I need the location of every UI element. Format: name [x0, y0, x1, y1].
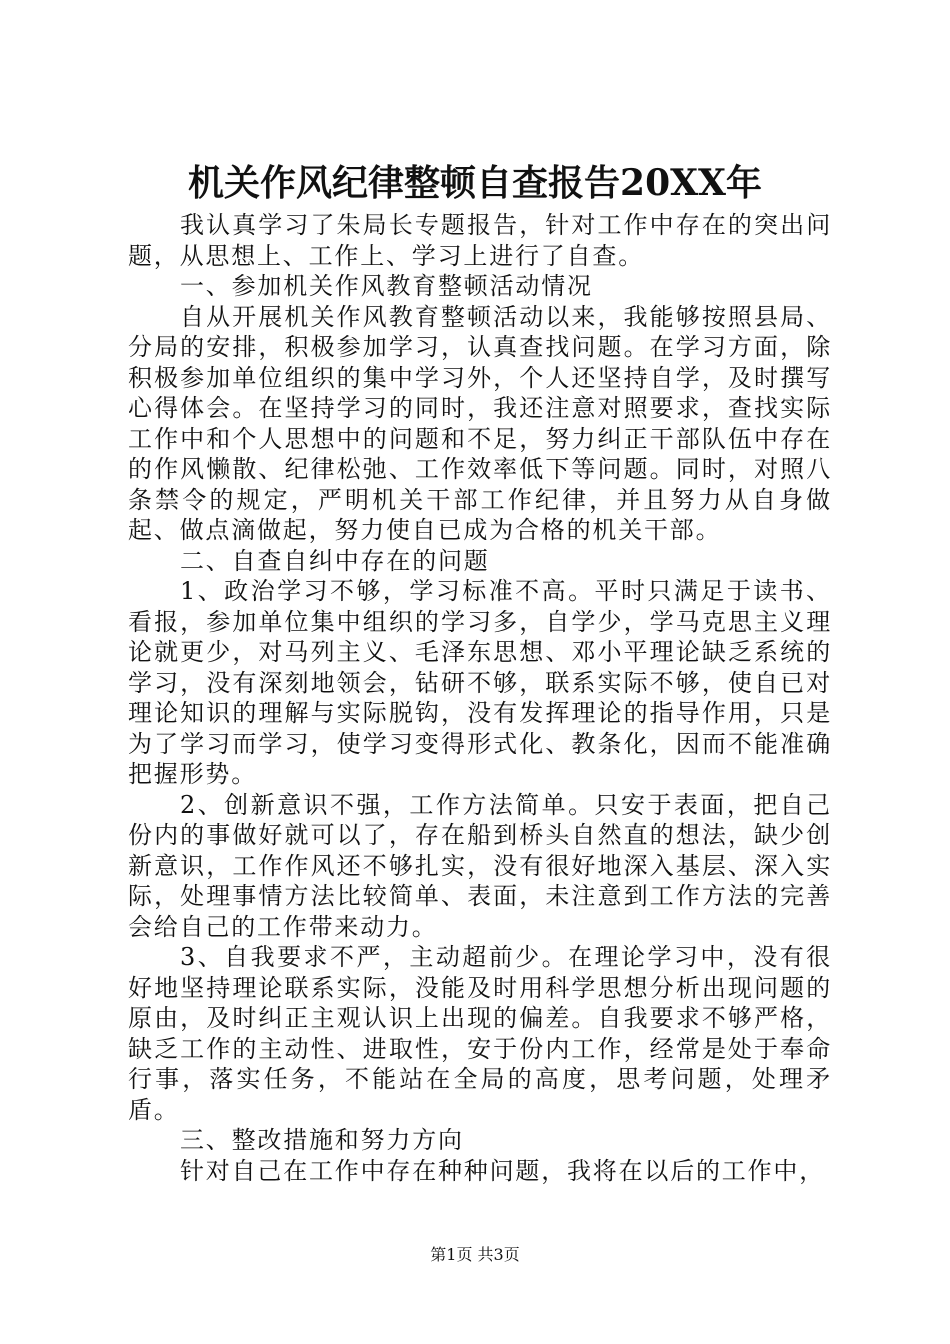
paragraph-section-1: 自从开展机关作风教育整顿活动以来，我能够按照县局、分局的安排，积极参加学习，认真查找问题。在学习方面，除积极参加单位组织的集中学习外，个人还坚持自学，及时撰写心得体会。在坚持学习的同时，我还注意对照要求，查找实际工作中和个人思想中的问题和不足，努力纠正干部队伍中存在的作风懒散、纪律松弛、工作效率低下等问题。同时，对照八条禁令的规定，严明机关干部工作纪律，并且努力从自身做起、做点滴做起，努力使自已成为合格的机关干部。 [128, 302, 832, 544]
section-heading-2: 二、自查自纠中存在的问题 [180, 546, 490, 575]
paragraph-problem-3: 3、自我要求不严，主动超前少。在理论学习中，没有很好地坚持理论联系实际，没能及时用科学思想分析出现问题的原由，及时纠正主观认识上出现的偏差。自我要求不够严格，缺乏工作的主动性、进取性，安于份内工作，经常是处于奉命行事，落实任务，不能站在全局的高度，思考问题，处理矛盾。 [128, 943, 832, 1124]
paragraph-problem-1: 1、政治学习不够，学习标准不高。平时只满足于读书、看报，参加单位集中组织的学习多，自学少，学马克思主义理论就更少，对马列主义、毛泽东思想、邓小平理论缺乏系统的学习，没有深刻地领会，钻研不够，联系实际不够，使自已对理论知识的理解与实际脱钩，没有发挥理论的指导作用，只是为了学习而学习，使学习变得形式化、教条化，因而不能准确把握形势。 [128, 577, 832, 788]
document-body [128, 210, 832, 1186]
document-title: 机关作风纪律整顿自查报告20XX年 [188, 162, 762, 204]
page-footer: 第1页 共3页 [430, 1245, 520, 1264]
paragraph-problem-2: 2、创新意识不强，工作方法简单。只安于表面，把自己份内的事做好就可以了，存在船到桥头自然直的想法，缺少创新意识，工作作风还不够扎实，没有很好地深入基层、深入实际，处理事情方法比较简单、表面，未注意到工作方法的完善会给自己的工作带来动力。 [128, 790, 832, 941]
section-heading-1: 一、参加机关作风教育整顿活动情况 [180, 272, 593, 300]
paragraph-section-3: 针对自己在工作中存在种种问题，我将在以后的工作中， [180, 1156, 825, 1185]
section-heading-3: 三、整改措施和努力方向 [180, 1126, 464, 1154]
paragraph-intro: 我认真学习了朱局长专题报告，针对工作中存在的突出问题，从思想上、工作上、学习上进行了自查。 [128, 211, 832, 270]
